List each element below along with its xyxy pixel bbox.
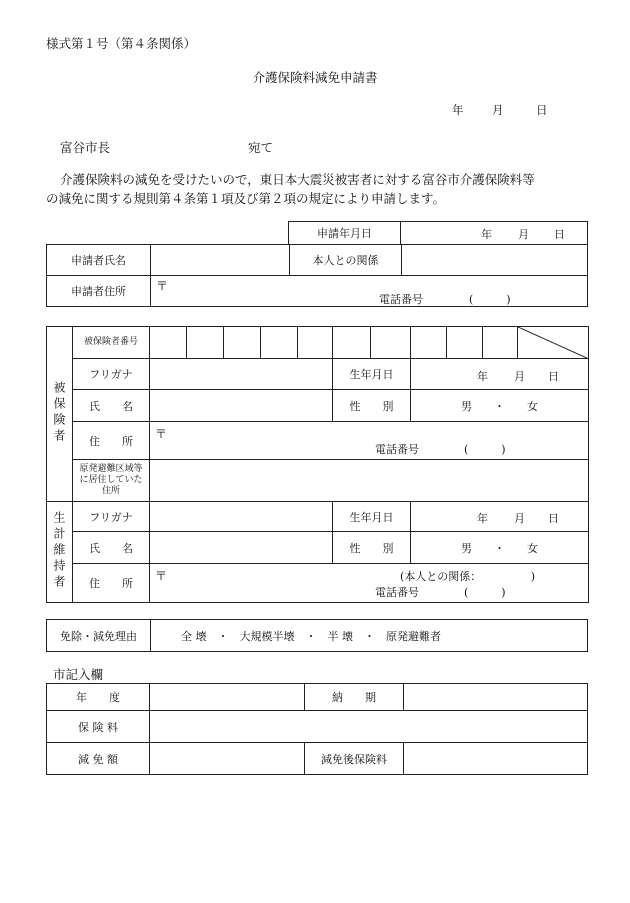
apply-date-label: 申請年月日 xyxy=(289,222,401,245)
insured-furigana-label: フリガナ xyxy=(73,359,150,390)
applicant-address-field[interactable] xyxy=(151,276,588,307)
household-relation-text: (本人との関係： ) xyxy=(400,570,536,583)
office-heading: 市記入欄 xyxy=(53,667,104,682)
insured-number-digit[interactable] xyxy=(411,327,447,359)
household-birth-month: 月 xyxy=(514,512,525,525)
household-birth-day: 日 xyxy=(548,512,559,525)
form-number: 様式第１号（第４条関係） xyxy=(46,36,197,51)
applicant-name-label: 申請者氏名 xyxy=(47,245,151,276)
household-address-label: 住 所 xyxy=(73,564,150,603)
insured-number-label: 被保険者番号 xyxy=(73,327,150,359)
page-title: 介護保険料減免申請書 xyxy=(252,70,378,85)
apply-date-table xyxy=(288,221,588,245)
date-line xyxy=(452,102,562,118)
insured-number-blank-cell xyxy=(518,327,589,359)
relation-label: 本人との関係 xyxy=(290,245,402,276)
insured-side-text: 被保険者 xyxy=(52,380,66,445)
insured-birth-year: 年 xyxy=(477,370,488,383)
apply-date-month: 月 xyxy=(518,228,529,241)
date-month-unit: 月 xyxy=(492,103,504,117)
apply-date-field[interactable] xyxy=(401,222,588,245)
household-birth-label: 生年月日 xyxy=(333,502,411,532)
phone-label: 電話番号 xyxy=(379,293,423,306)
phone-parens: ( ) xyxy=(464,443,506,456)
phone-parens: ( ) xyxy=(464,586,506,599)
office-after-label: 減免後保険料 xyxy=(305,743,404,775)
office-year-label: 年 度 xyxy=(47,684,150,711)
household-name-label: 氏 名 xyxy=(73,532,150,564)
apply-date-year: 年 xyxy=(481,228,492,241)
postal-mark: 〒 xyxy=(156,279,169,293)
insured-side-label xyxy=(47,327,73,502)
phone-label: 電話番号 xyxy=(375,586,419,599)
office-premium-field[interactable] xyxy=(150,711,588,743)
household-furigana-field[interactable] xyxy=(150,502,333,532)
insured-sex-options[interactable]: 男 ・ 女 xyxy=(411,390,589,422)
diagonal-line xyxy=(518,327,589,359)
addressee-suffix: 宛て xyxy=(248,140,274,155)
household-address-field[interactable] xyxy=(150,564,589,603)
insured-address-field[interactable] xyxy=(150,422,589,460)
insured-name-field[interactable] xyxy=(150,390,333,422)
insured-birth-label: 生年月日 xyxy=(333,359,411,390)
household-side-label xyxy=(47,502,73,603)
office-term-field[interactable] xyxy=(404,684,588,711)
applicant-address-label: 申請者住所 xyxy=(47,276,151,307)
insured-birth-day: 日 xyxy=(548,370,559,383)
phone-parens: ( ) xyxy=(469,293,511,306)
office-after-field[interactable] xyxy=(404,743,588,775)
date-day-unit: 日 xyxy=(536,103,548,117)
insured-number-digit[interactable] xyxy=(150,327,187,359)
household-furigana-label: フリガナ xyxy=(73,502,150,532)
office-year-field[interactable] xyxy=(150,684,305,711)
applicant-name-field[interactable] xyxy=(151,245,290,276)
household-birth-field[interactable] xyxy=(411,502,589,532)
household-sex-options[interactable]: 男 ・ 女 xyxy=(411,532,589,564)
intro-line-1: 介護保険料の減免を受けたいので，東日本大震災被害者に対する富谷市介護保険料等 xyxy=(60,172,535,187)
office-premium-label: 保 険 料 xyxy=(47,711,150,743)
postal-mark: 〒 xyxy=(155,427,168,441)
office-term-label: 納 期 xyxy=(305,684,404,711)
apply-date-day: 日 xyxy=(554,228,565,241)
household-name-field[interactable] xyxy=(150,532,333,564)
reason-options[interactable]: 全 壊 ・ 大規模半壊 ・ 半 壊 ・ 原発避難者 xyxy=(151,620,588,652)
insured-number-digit[interactable] xyxy=(187,327,224,359)
office-reduction-field[interactable] xyxy=(150,743,305,775)
intro-line-2: の減免に関する規則第４条第１項及び第２項の規定により申請します。 xyxy=(46,191,446,206)
applicant-table xyxy=(46,244,588,307)
insured-address-label: 住 所 xyxy=(73,422,150,460)
reason-table xyxy=(46,619,588,652)
insured-furigana-field[interactable] xyxy=(150,359,333,390)
insured-number-digit[interactable] xyxy=(261,327,298,359)
insured-name-label: 氏 名 xyxy=(73,390,150,422)
insured-table xyxy=(46,326,589,603)
household-sex-label: 性 別 xyxy=(333,532,411,564)
insured-number-digit[interactable] xyxy=(371,327,411,359)
insured-sex-label: 性 別 xyxy=(333,390,411,422)
addressee-name: 富谷市長 xyxy=(60,140,111,155)
insured-birth-field[interactable] xyxy=(411,359,589,390)
insured-number-digit[interactable] xyxy=(298,327,333,359)
evac-address-field[interactable] xyxy=(150,460,589,502)
insured-number-digit[interactable] xyxy=(224,327,261,359)
reason-label: 免除・減免理由 xyxy=(47,620,151,652)
phone-label: 電話番号 xyxy=(375,443,419,456)
household-birth-year: 年 xyxy=(477,512,488,525)
household-side-text: 生計維持者 xyxy=(52,510,66,591)
evac-address-label: 原発避難区域等に居住していた住所 xyxy=(73,460,150,502)
postal-mark: 〒 xyxy=(155,569,168,583)
insured-number-digit[interactable] xyxy=(447,327,483,359)
date-year-unit: 年 xyxy=(452,103,464,117)
relation-field[interactable] xyxy=(402,245,588,276)
office-table xyxy=(46,683,588,775)
office-reduction-label: 減 免 額 xyxy=(47,743,150,775)
insured-number-digit[interactable] xyxy=(333,327,371,359)
insured-birth-month: 月 xyxy=(514,370,525,383)
insured-number-digit[interactable] xyxy=(483,327,518,359)
